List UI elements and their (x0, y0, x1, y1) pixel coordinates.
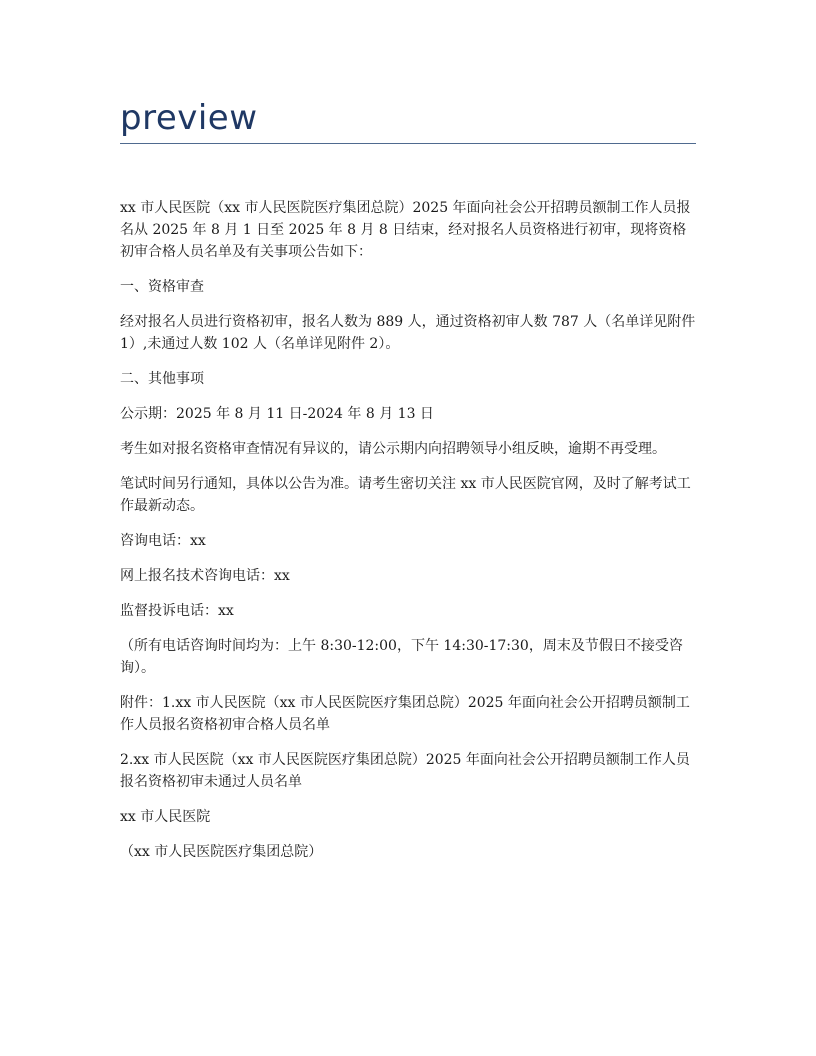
section-heading-qualification: 一、资格审查 (120, 279, 204, 295)
document-body (120, 197, 696, 876)
page-title: preview (120, 98, 258, 138)
signature-hospital: xx 市人民医院 (120, 809, 211, 825)
contact-phone: 咨询电话：xx (120, 533, 206, 549)
complaint-phone: 监督投诉电话：xx (120, 603, 234, 619)
signature-group: （xx 市人民医院医疗集团总院） (120, 844, 323, 860)
title-divider (120, 143, 696, 144)
phone-hours-note: （所有电话咨询时间均为：上午 8:30-12:00，下午 14:30-17:30，周末及节假日不接受咨询）。 (120, 638, 683, 676)
exam-notice: 笔试时间另行通知，具体以公告为准。请考生密切关注 xx 市人民医院官网，及时了解考试工作最新动态。 (120, 476, 691, 514)
intro-paragraph: xx 市人民医院（xx 市人民医院医疗集团总院）2025 年面向社会公开招聘员额制工作人员报名从 2025 年 8 月 1 日至 2025 年 8 月 8 日结束，经对报名人员资格进行初审，现将资格初审合格人员名单及有关事项公告如下： (120, 200, 691, 260)
publicity-period: 公示期：2025 年 8 月 11 日-2024 年 8 月 13 日 (120, 406, 434, 422)
tech-support-phone: 网上报名技术咨询电话：xx (120, 568, 290, 584)
attachment-1: 附件：1.xx 市人民医院（xx 市人民医院医疗集团总院）2025 年面向社会公开招聘员额制工作人员报名资格初审合格人员名单 (120, 695, 690, 733)
attachment-2: 2.xx 市人民医院（xx 市人民医院医疗集团总院）2025 年面向社会公开招聘员额制工作人员报名资格初审未通过人员名单 (120, 752, 690, 790)
qualification-paragraph: 经对报名人员进行资格初审，报名人数为 889 人，通过资格初审人数 787 人（名单详见附件 1）,未通过人数 102 人（名单详见附件 2）。 (120, 314, 696, 352)
section-heading-other: 二、其他事项 (120, 371, 204, 387)
objection-notice: 考生如对报名资格审查情况有异议的，请公示期内向招聘领导小组反映，逾期不再受理。 (120, 441, 666, 457)
